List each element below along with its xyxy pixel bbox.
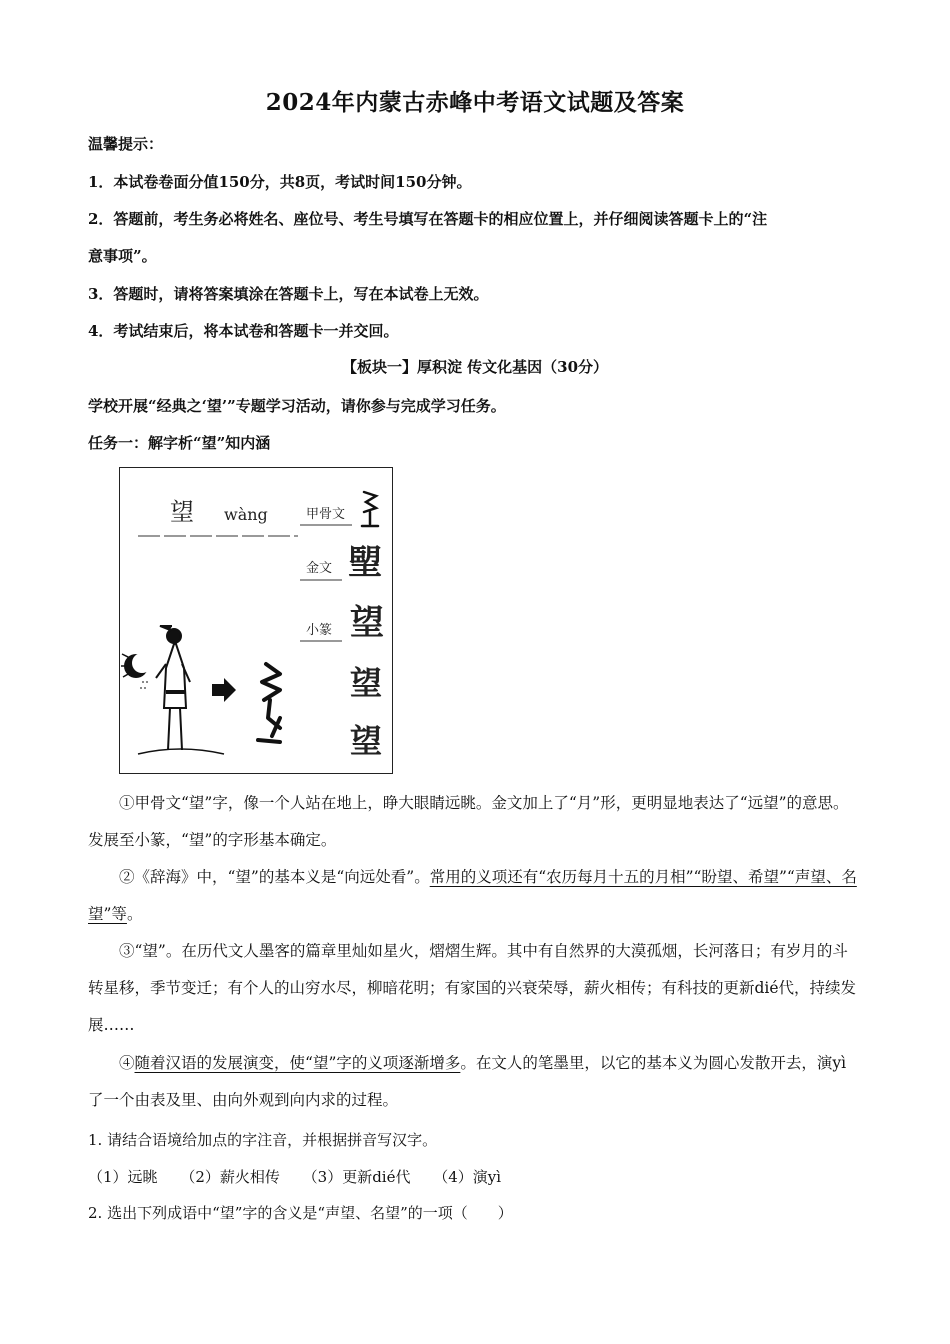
seal-glyph: 望 <box>350 603 384 643</box>
paragraph-2-lead: ②《辞海》中，“望”的基本义是“向远处看”。 <box>119 868 430 886</box>
oracle-bone-large-glyph-icon <box>258 664 280 742</box>
page-title: 2024年内蒙古赤峰中考语文试题及答案 <box>265 89 685 116</box>
wang-character-figure <box>119 467 393 774</box>
tip-item: 4．考试结束后，将本试卷和答题卡一并交回。 <box>88 322 399 340</box>
paragraph-4-underlined-sentence: 随着汉语的发展演变，使“望”字的义项逐渐增多 <box>134 1054 461 1072</box>
question-2: 2. 选出下列成语中“望”字的含义是“声望、名望”的一项（ ） <box>88 1204 513 1222</box>
wang-evolution-illustration <box>120 468 392 773</box>
tip-item: 3．答题时，请将答案填涂在答题卡上，写在本试卷上无效。 <box>88 285 489 303</box>
task-heading: 任务一：解字析“望”知内涵 <box>88 434 271 452</box>
tips-heading: 温馨提示： <box>88 135 164 153</box>
question-1-options <box>88 1166 519 1187</box>
section-heading: 【板块一】厚积淀 传文化基因（30分） <box>341 358 609 376</box>
paragraph-3: ③“望”。在历代文人墨客的篇章里灿如星火，熠熠生辉。其中有自然界的大漠孤烟，长河落日；有岁月的斗转星移，季节变迁；有个人的山穷水尽，柳暗花明；有家国的兴衰荣辱，薪火相传；有科技的更新dié代，持续发展…… <box>88 942 857 1034</box>
option-item: （1）远眺 <box>88 1168 158 1186</box>
paragraph-2-underlined-sentence: 常用的义项还有“农历每月十五的月相”“盼望、希望”“声望、名望”等 <box>88 868 857 923</box>
tip-item: 1．本试卷卷面分值150分，共8页，考试时间150分钟。 <box>88 173 472 191</box>
tip-item: 2．答题前，考生务必将姓名、座位号、考生号填写在答题卡的相应位置上，并仔细阅读答题卡上的“注 <box>88 210 768 228</box>
paragraph-4-rest: 。在文人的笔墨里，以它的基本义为圆心发散开去，演yì了一个由表及里、由向外观到向内求的过程。 <box>88 1054 847 1109</box>
arrow-right-icon <box>212 678 236 702</box>
figure-pinyin: wàng <box>224 505 268 524</box>
label-seal: 小篆 <box>306 623 333 638</box>
moon-icon <box>121 653 152 678</box>
paragraph-4 <box>88 1045 858 1119</box>
bronze-glyph: 朢 <box>348 543 382 583</box>
paragraph-4-number: ④ <box>119 1054 135 1072</box>
variant-glyph: 望 <box>350 664 383 702</box>
option-item: （3）更新dié代 <box>302 1168 411 1186</box>
paragraph-2 <box>88 859 858 933</box>
label-oracle-bone: 甲骨文 <box>306 507 346 522</box>
person-gazing-icon <box>138 626 224 754</box>
section-intro: 学校开展“经典之‘望’”专题学习活动，请你参与完成学习任务。 <box>88 397 506 415</box>
paragraph-1: ①甲骨文“望”字，像一个人站在地上，睁大眼睛远眺。金文加上了“月”形，更明显地表达了“远望”的意思。发展至小篆，“望”的字形基本确定。 <box>88 794 849 849</box>
variant-glyph: 望 <box>350 722 383 760</box>
option-item: （4）演yì <box>433 1168 502 1186</box>
paragraph-2-end: 。 <box>126 905 143 923</box>
oracle-bone-glyph-icon <box>362 492 378 526</box>
tip-item: 意事项”。 <box>88 247 157 265</box>
label-bronze: 金文 <box>306 561 333 576</box>
option-item: （2）薪火相传 <box>180 1168 280 1186</box>
figure-character: 望 <box>170 498 194 526</box>
question-1: 1. 请结合语境给加点的字注音，并根据拼音写汉字。 <box>88 1131 438 1149</box>
